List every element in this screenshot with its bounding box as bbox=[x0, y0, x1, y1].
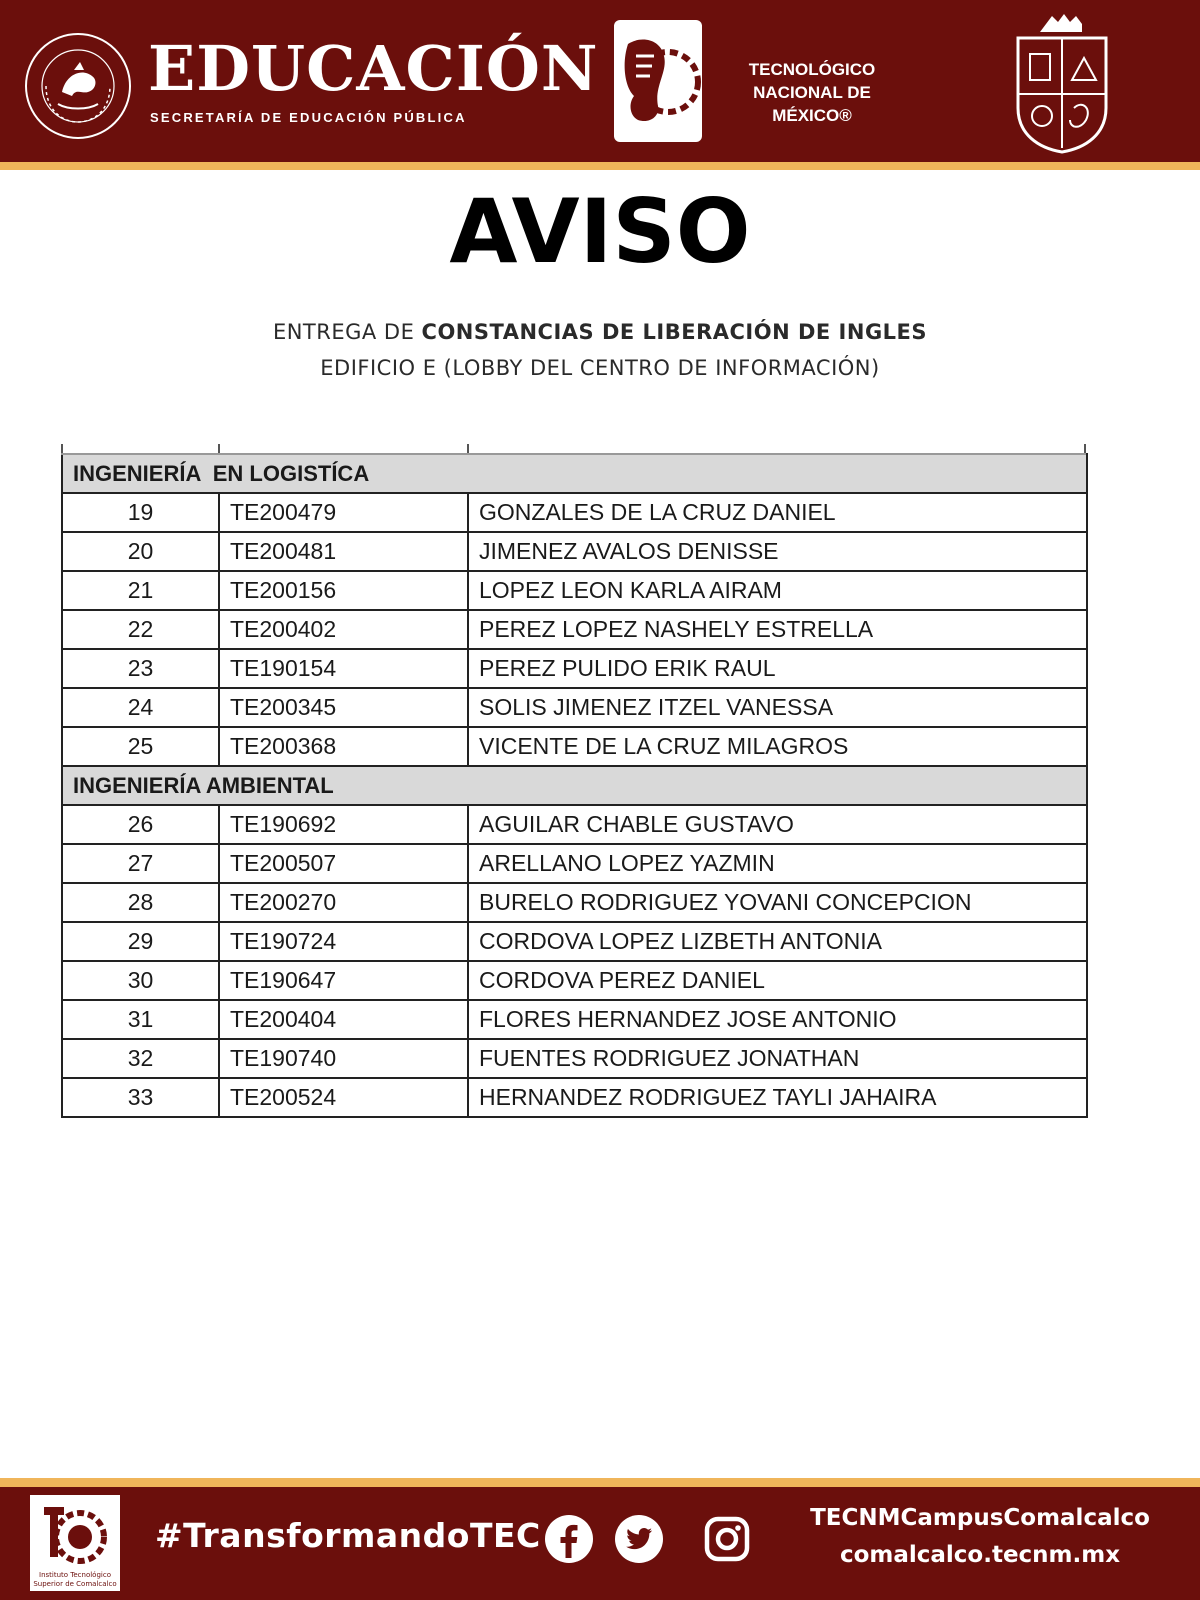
student-name: PEREZ LOPEZ NASHELY ESTRELLA bbox=[468, 610, 1087, 649]
header-stripe bbox=[0, 162, 1200, 170]
itsc-logo-icon bbox=[30, 1495, 120, 1591]
student-name: VICENTE DE LA CRUZ MILAGROS bbox=[468, 727, 1087, 766]
student-name: BURELO RODRIGUEZ YOVANI CONCEPCION bbox=[468, 883, 1087, 922]
row-number: 24 bbox=[62, 688, 219, 727]
table-row bbox=[62, 844, 1087, 883]
row-number: 23 bbox=[62, 649, 219, 688]
student-id: TE190647 bbox=[219, 961, 468, 1000]
instagram-icon[interactable] bbox=[702, 1514, 752, 1564]
mexico-seal-icon bbox=[22, 30, 134, 142]
facebook-icon[interactable] bbox=[544, 1514, 594, 1564]
student-name: FUENTES RODRIGUEZ JONATHAN bbox=[468, 1039, 1087, 1078]
notice-line-1-bold: CONSTANCIAS DE LIBERACIÓN DE INGLES bbox=[421, 320, 928, 344]
notice-line-1 bbox=[0, 320, 1200, 344]
row-number: 21 bbox=[62, 571, 219, 610]
student-id: TE190692 bbox=[219, 805, 468, 844]
tecnm-logo-icon bbox=[610, 16, 706, 146]
table-row bbox=[62, 1000, 1087, 1039]
student-id: TE200345 bbox=[219, 688, 468, 727]
row-number: 28 bbox=[62, 883, 219, 922]
table-row bbox=[62, 1078, 1087, 1117]
twitter-icon[interactable] bbox=[614, 1514, 664, 1564]
table-row bbox=[62, 493, 1087, 532]
footer-stripe bbox=[0, 1478, 1200, 1487]
students-table bbox=[61, 453, 1086, 1118]
tecnm-line-1: TECNOLÓGICO bbox=[748, 60, 876, 79]
student-id: TE200404 bbox=[219, 1000, 468, 1039]
student-name: GONZALES DE LA CRUZ DANIEL bbox=[468, 493, 1087, 532]
student-name: PEREZ PULIDO ERIK RAUL bbox=[468, 649, 1087, 688]
student-name: AGUILAR CHABLE GUSTAVO bbox=[468, 805, 1087, 844]
social-handle[interactable]: TECNMCampusComalcalco bbox=[810, 1505, 1150, 1531]
section-title: INGENIERÍA AMBIENTAL bbox=[62, 766, 1087, 805]
student-name: FLORES HERNANDEZ JOSE ANTONIO bbox=[468, 1000, 1087, 1039]
student-id: TE200507 bbox=[219, 844, 468, 883]
row-number: 31 bbox=[62, 1000, 219, 1039]
row-number: 19 bbox=[62, 493, 219, 532]
table-row bbox=[62, 805, 1087, 844]
student-id: TE200270 bbox=[219, 883, 468, 922]
row-number: 33 bbox=[62, 1078, 219, 1117]
row-number: 22 bbox=[62, 610, 219, 649]
table-row bbox=[62, 727, 1087, 766]
notice-title: AVISO bbox=[449, 180, 751, 283]
row-number: 20 bbox=[62, 532, 219, 571]
student-name: LOPEZ LEON KARLA AIRAM bbox=[468, 571, 1087, 610]
notice-line-1-prefix: ENTREGA DE bbox=[272, 320, 422, 344]
table-row bbox=[62, 532, 1087, 571]
table-row bbox=[62, 883, 1087, 922]
table-row bbox=[62, 961, 1087, 1000]
table-top-edge bbox=[61, 444, 1086, 453]
section-title: INGENIERÍA EN LOGISTÍCA bbox=[62, 454, 1087, 493]
row-number: 25 bbox=[62, 727, 219, 766]
tabasco-shield-icon bbox=[1010, 8, 1114, 154]
student-name: SOLIS JIMENEZ ITZEL VANESSA bbox=[468, 688, 1087, 727]
itsc-logo-text-2: Superior de Comalcalco bbox=[33, 1580, 117, 1588]
table-row bbox=[62, 649, 1087, 688]
student-id: TE200524 bbox=[219, 1078, 468, 1117]
student-id: TE190154 bbox=[219, 649, 468, 688]
notice-line-2: EDIFICIO E (LOBBY DEL CENTRO DE INFORMACIÓN) bbox=[320, 356, 880, 380]
tecnm-name bbox=[712, 58, 912, 127]
table-row bbox=[62, 571, 1087, 610]
row-number: 32 bbox=[62, 1039, 219, 1078]
student-id: TE200368 bbox=[219, 727, 468, 766]
table-row bbox=[62, 688, 1087, 727]
education-subtitle: SECRETARÍA DE EDUCACIÓN PÚBLICA bbox=[150, 110, 467, 125]
website-link[interactable]: comalcalco.tecnm.mx bbox=[839, 1542, 1121, 1568]
tecnm-line-2: NACIONAL DE MÉXICO® bbox=[753, 83, 871, 125]
row-number: 30 bbox=[62, 961, 219, 1000]
student-id: TE200479 bbox=[219, 493, 468, 532]
student-id: TE190724 bbox=[219, 922, 468, 961]
row-number: 26 bbox=[62, 805, 219, 844]
student-id: TE200402 bbox=[219, 610, 468, 649]
section-header-row bbox=[62, 766, 1087, 805]
student-name: CORDOVA LOPEZ LIZBETH ANTONIA bbox=[468, 922, 1087, 961]
student-id: TE200156 bbox=[219, 571, 468, 610]
student-id: TE200481 bbox=[219, 532, 468, 571]
section-header-row bbox=[62, 454, 1087, 493]
student-name: JIMENEZ AVALOS DENISSE bbox=[468, 532, 1087, 571]
student-name: ARELLANO LOPEZ YAZMIN bbox=[468, 844, 1087, 883]
student-id: TE190740 bbox=[219, 1039, 468, 1078]
student-name: CORDOVA PEREZ DANIEL bbox=[468, 961, 1087, 1000]
row-number: 29 bbox=[62, 922, 219, 961]
table-row bbox=[62, 922, 1087, 961]
itsc-logo-text-1: Instituto Tecnológico bbox=[39, 1571, 111, 1579]
education-title: EDUCACIÓN bbox=[148, 32, 599, 105]
table-row bbox=[62, 1039, 1087, 1078]
hashtag-text: #TransformandoTEC bbox=[155, 1516, 541, 1555]
row-number: 27 bbox=[62, 844, 219, 883]
student-name: HERNANDEZ RODRIGUEZ TAYLI JAHAIRA bbox=[468, 1078, 1087, 1117]
table-row bbox=[62, 610, 1087, 649]
